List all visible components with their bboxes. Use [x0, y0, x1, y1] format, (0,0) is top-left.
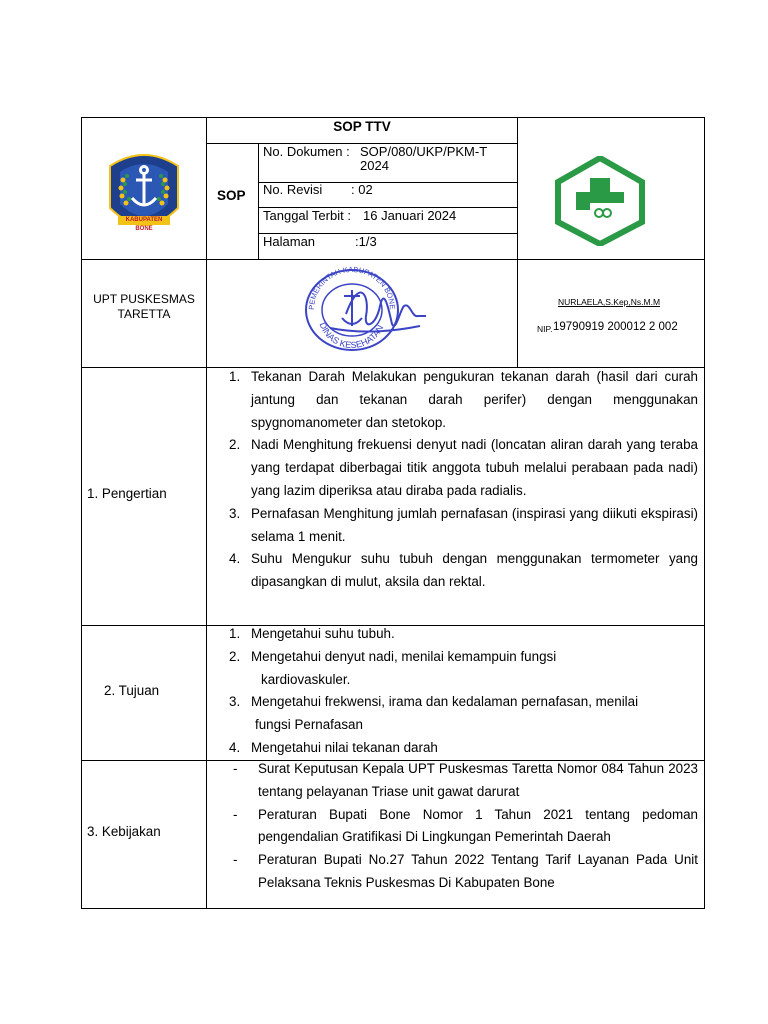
border-right	[704, 117, 705, 909]
kebijakan-list	[233, 758, 698, 895]
list-item-continuation: fungsi Pernafasan	[255, 717, 363, 733]
list-item-continuation: kardiovaskuler.	[261, 671, 351, 687]
doc-number-year: 2024	[360, 158, 389, 173]
kabupaten-bone-logo	[104, 146, 184, 238]
doc-number-value: SOP/080/UKP/PKM-T	[360, 144, 488, 159]
issue-date-value: 16 Januari 2024	[363, 208, 457, 223]
stamp-bottom-text: DINAS KESEHATAN	[317, 320, 386, 351]
revision-label: No. Revisi	[263, 182, 323, 197]
border-left	[81, 117, 82, 909]
border-bottom	[81, 908, 705, 909]
document-title: SOP TTV	[333, 119, 391, 134]
official-stamp	[300, 266, 430, 354]
list-item: - Surat Keputusan Kepala UPT Puskesmas Taretta Nomor 084 Tahun 2023 tentang pelayanan Triase unit gawat darurat	[233, 761, 698, 799]
doc-number-label: No. Dokumen :	[263, 144, 350, 159]
list-item: 2. Nadi Menghitung frekuensi denyut nadi (loncatan aliran darah yang teraba yang terdapat diberbagai titik anggota tubuh melalui perabaan pada nadi) yang lazim diperiksa atau diraba pada radialis.	[229, 437, 698, 498]
puskesmas-logo	[554, 156, 646, 246]
tujuan-list	[229, 623, 698, 760]
list-item: 1. Tekanan Darah Melakukan pengukuran tekanan darah (hasil dari curah jantung dan tekanan darah perifer) dengan menggunakan spygnomanometer dan stetokop.	[229, 369, 698, 430]
nip-label: NIP.	[537, 324, 553, 334]
signatory-name: NURLAELA,S.Kep,Ns.M.M	[558, 297, 661, 307]
pengertian-list	[229, 366, 698, 594]
divider	[206, 117, 207, 909]
revision-value: : 02	[351, 182, 373, 197]
list-item: 1. Mengetahui suhu tubuh.	[229, 626, 395, 641]
org-name-line1: UPT PUSKESMAS	[93, 292, 195, 306]
stamp-top-text: PEMERINTAH KABUPATEN BONE	[306, 266, 398, 311]
list-item: 4. Suhu Mengukur suhu tubuh dengan menggunakan termometer yang dipasangkan di mulut, aksila dan rektal.	[229, 551, 698, 590]
org-name-line2: TARETTA	[117, 307, 171, 321]
divider	[258, 143, 259, 259]
border-top	[81, 117, 705, 118]
list-item: 3. Mengetahui frekwensi, irama dan kedalaman pernafasan, menilai	[229, 694, 639, 710]
list-item: 4. Mengetahui nilai tekanan darah	[229, 739, 438, 755]
list-item: - Peraturan Bupati No.27 Tahun 2022 Tentang Tarif Layanan Pada Unit Pelaksana Teknis Puskesmas Di Kabupaten Bone	[233, 852, 698, 890]
sop-label: SOP	[217, 188, 246, 203]
list-item: 2. Mengetahui denyut nadi, menilai kemampuin fungsi	[229, 648, 557, 664]
section-label-tujuan: 2. Tujuan	[104, 683, 160, 698]
list-item: - Peraturan Bupati Bone Nomor 1 Tahun 2021 tentang pedoman pengendalian Gratifikasi Di Lingkungan Pemerintah Daerah	[233, 806, 698, 845]
section-label-pengertian: 1. Pengertian	[87, 486, 167, 501]
issue-date-label: Tanggal Terbit :	[263, 208, 351, 223]
divider	[517, 117, 518, 367]
nip-value: 19790919 200012 2 002	[553, 321, 678, 333]
section-label-kebijakan: 3. Kebijakan	[87, 824, 161, 839]
list-item: 3. Pernafasan Menghitung jumlah pernafasan (inspirasi yang diikuti ekspirasi) selama 1 menit.	[229, 505, 698, 544]
divider	[81, 259, 705, 260]
page-value: :1/3	[355, 234, 377, 249]
logo-caption: KABUPATEN BONE	[125, 217, 163, 232]
page-label: Halaman	[263, 234, 316, 249]
